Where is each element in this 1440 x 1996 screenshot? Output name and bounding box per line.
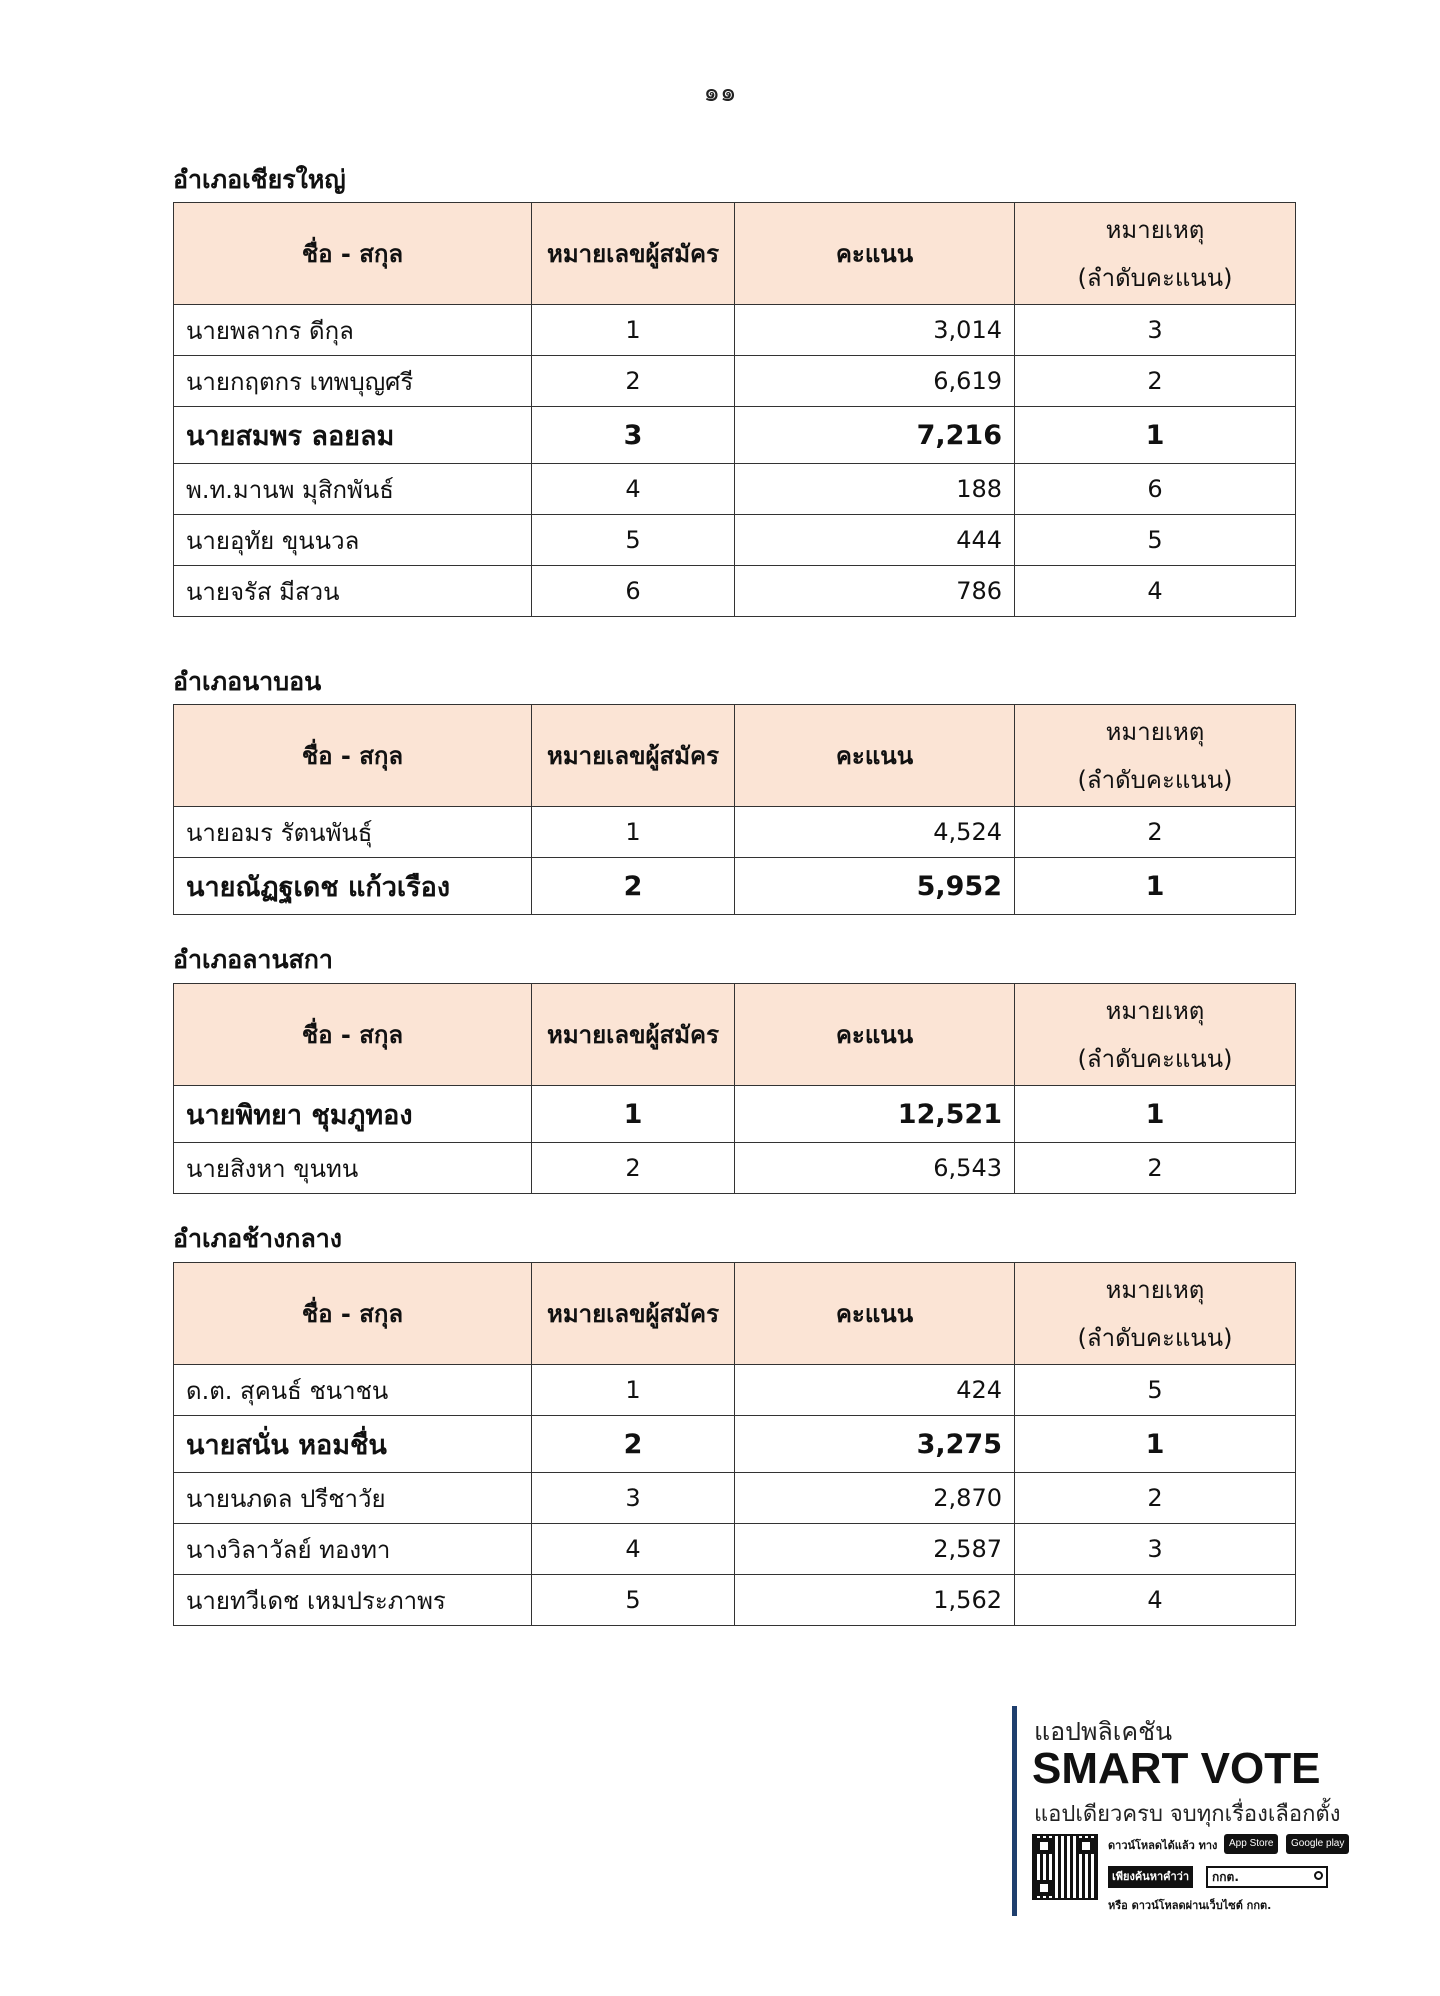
google-play-badge[interactable]: Google play <box>1286 1834 1349 1854</box>
candidate-score: 2,587 <box>735 1524 1015 1575</box>
candidate-name: นายสมพร ลอยลม <box>174 407 532 464</box>
table-row <box>174 1143 1296 1194</box>
results-table-chian-yai <box>173 202 1296 617</box>
table-row-winner <box>174 407 1296 464</box>
candidate-number: 3 <box>532 407 735 464</box>
candidate-score: 1,562 <box>735 1575 1015 1626</box>
candidate-rank: 1 <box>1015 1086 1296 1143</box>
candidate-number: 4 <box>532 1524 735 1575</box>
results-table-lan-saka <box>173 983 1296 1194</box>
candidate-score: 444 <box>735 515 1015 566</box>
header-score: คะแนน <box>735 1263 1015 1365</box>
table-header-row <box>174 705 1296 807</box>
candidate-score: 424 <box>735 1365 1015 1416</box>
header-score: คะแนน <box>735 203 1015 305</box>
candidate-name: นายสนั่น หอมชื่น <box>174 1416 532 1473</box>
banner-search-box <box>1206 1866 1328 1888</box>
table-row <box>174 356 1296 407</box>
header-remark: หมายเหตุ (ลำดับคะแนน) <box>1015 705 1296 807</box>
candidate-rank: 5 <box>1015 515 1296 566</box>
results-table-na-bon <box>173 704 1296 915</box>
candidate-name: นางวิลาวัลย์ ทองทา <box>174 1524 532 1575</box>
candidate-score: 12,521 <box>735 1086 1015 1143</box>
candidate-number: 2 <box>532 1416 735 1473</box>
header-remark: หมายเหตุ (ลำดับคะแนน) <box>1015 203 1296 305</box>
candidate-name: นายพิทยา ชุมภูทอง <box>174 1086 532 1143</box>
candidate-score: 3,275 <box>735 1416 1015 1473</box>
candidate-rank: 2 <box>1015 807 1296 858</box>
candidate-number: 3 <box>532 1473 735 1524</box>
header-name: ชื่อ - สกุล <box>174 705 532 807</box>
candidate-rank: 5 <box>1015 1365 1296 1416</box>
header-score: คะแนน <box>735 705 1015 807</box>
candidate-rank: 1 <box>1015 407 1296 464</box>
candidate-score: 188 <box>735 464 1015 515</box>
table-row <box>174 1365 1296 1416</box>
candidate-score: 4,524 <box>735 807 1015 858</box>
candidate-number: 5 <box>532 1575 735 1626</box>
table-row-winner <box>174 1416 1296 1473</box>
table-row <box>174 515 1296 566</box>
candidate-number: 1 <box>532 807 735 858</box>
candidate-rank: 6 <box>1015 464 1296 515</box>
banner-brand: SMART VOTE <box>1032 1744 1321 1793</box>
candidate-score: 786 <box>735 566 1015 617</box>
candidate-rank: 2 <box>1015 356 1296 407</box>
header-number: หมายเลขผู้สมัคร <box>532 203 735 305</box>
candidate-score: 7,216 <box>735 407 1015 464</box>
candidate-rank: 4 <box>1015 1575 1296 1626</box>
candidate-score: 5,952 <box>735 858 1015 915</box>
table-row <box>174 305 1296 356</box>
banner-tagline: แอปเดียวครบ จบทุกเรื่องเลือกตั้ง <box>1034 1802 1341 1827</box>
header-remark: หมายเหตุ (ลำดับคะแนน) <box>1015 1263 1296 1365</box>
banner-web-text: หรือ ดาวน์โหลดผ่านเว็บไซต์ กกต. <box>1108 1899 1272 1912</box>
district-heading-lan-saka: อำเภอลานสกา <box>173 945 333 974</box>
table-row <box>174 1524 1296 1575</box>
table-row <box>174 464 1296 515</box>
candidate-number: 2 <box>532 356 735 407</box>
header-number: หมายเลขผู้สมัคร <box>532 984 735 1086</box>
candidate-name: ด.ต. สุคนธ์ ชนาชน <box>174 1365 532 1416</box>
candidate-score: 3,014 <box>735 305 1015 356</box>
candidate-name: นายสิงหา ขุนทน <box>174 1143 532 1194</box>
search-icon <box>1314 1871 1323 1880</box>
header-name: ชื่อ - สกุล <box>174 1263 532 1365</box>
candidate-name: นายอมร รัตนพันธุ์ <box>174 807 532 858</box>
candidate-name: นายจรัส มีสวน <box>174 566 532 617</box>
candidate-rank: 1 <box>1015 858 1296 915</box>
candidate-name: นายกฤตกร เทพบุญศรี <box>174 356 532 407</box>
candidate-score: 2,870 <box>735 1473 1015 1524</box>
candidate-name: นายอุทัย ขุนนวล <box>174 515 532 566</box>
banner-download-text: ดาวน์โหลดได้แล้ว ทาง <box>1108 1839 1218 1852</box>
table-row <box>174 1473 1296 1524</box>
smart-vote-banner <box>1012 1706 1352 1916</box>
district-heading-chian-yai: อำเภอเชียรใหญ่ <box>173 165 346 194</box>
candidate-score: 6,543 <box>735 1143 1015 1194</box>
candidate-name: พ.ท.มานพ มุสิกพันธ์ <box>174 464 532 515</box>
district-heading-na-bon: อำเภอนาบอน <box>173 667 322 696</box>
district-heading-chang-klang: อำเภอช้างกลาง <box>173 1224 343 1253</box>
table-header-row <box>174 984 1296 1086</box>
table-header-row <box>174 203 1296 305</box>
candidate-name: นายพลากร ดีกุล <box>174 305 532 356</box>
candidate-number: 4 <box>532 464 735 515</box>
header-name: ชื่อ - สกุล <box>174 203 532 305</box>
table-row <box>174 566 1296 617</box>
header-number: หมายเลขผู้สมัคร <box>532 705 735 807</box>
banner-search-label: เพียงค้นหาคำว่า <box>1108 1866 1193 1888</box>
header-number: หมายเลขผู้สมัคร <box>532 1263 735 1365</box>
table-row <box>174 807 1296 858</box>
candidate-number: 2 <box>532 1143 735 1194</box>
page-number: ๑๑ <box>703 78 737 108</box>
table-row-winner <box>174 858 1296 915</box>
candidate-score: 6,619 <box>735 356 1015 407</box>
candidate-number: 6 <box>532 566 735 617</box>
candidate-number: 1 <box>532 1086 735 1143</box>
candidate-number: 1 <box>532 1365 735 1416</box>
app-store-badge[interactable]: App Store <box>1224 1834 1278 1854</box>
candidate-name: นายทวีเดช เหมประภาพร <box>174 1575 532 1626</box>
table-row <box>174 1575 1296 1626</box>
candidate-rank: 3 <box>1015 1524 1296 1575</box>
banner-accent-bar <box>1012 1706 1017 1916</box>
table-row-winner <box>174 1086 1296 1143</box>
candidate-number: 5 <box>532 515 735 566</box>
candidate-rank: 2 <box>1015 1143 1296 1194</box>
candidate-number: 2 <box>532 858 735 915</box>
candidate-rank: 3 <box>1015 305 1296 356</box>
qr-code-icon[interactable] <box>1032 1834 1098 1900</box>
candidate-rank: 1 <box>1015 1416 1296 1473</box>
header-name: ชื่อ - สกุล <box>174 984 532 1086</box>
table-header-row <box>174 1263 1296 1365</box>
results-table-chang-klang <box>173 1262 1296 1626</box>
candidate-number: 1 <box>532 305 735 356</box>
header-remark: หมายเหตุ (ลำดับคะแนน) <box>1015 984 1296 1086</box>
candidate-name: นายณัฏฐเดช แก้วเรือง <box>174 858 532 915</box>
header-score: คะแนน <box>735 984 1015 1086</box>
candidate-name: นายนภดล ปรีชาวัย <box>174 1473 532 1524</box>
candidate-rank: 4 <box>1015 566 1296 617</box>
candidate-rank: 2 <box>1015 1473 1296 1524</box>
banner-search-term: กกต. <box>1212 1870 1239 1884</box>
banner-app-line: แอปพลิเคชัน <box>1034 1717 1173 1746</box>
